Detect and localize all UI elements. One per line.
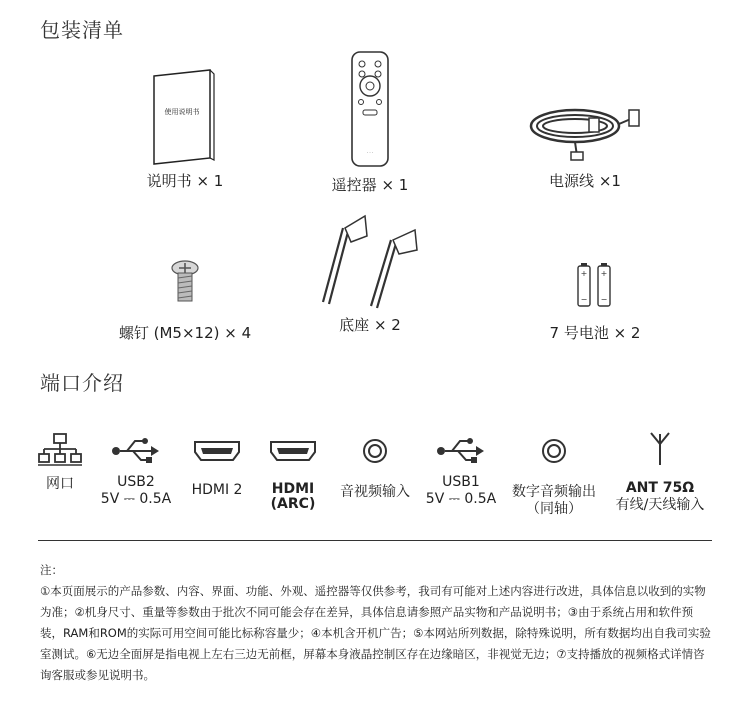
packing-label-screw: 螺钉 (M5×12) × 4 — [118, 324, 252, 342]
ports-title: 端口介绍 — [40, 371, 124, 395]
port-label-av-input: 音视频输入 — [340, 484, 410, 500]
port-usb2 — [95, 436, 177, 508]
av-input-icon — [362, 438, 388, 464]
packing-label-batteries: 7 号电池 × 2 — [549, 324, 641, 342]
svg-text:−: − — [580, 295, 588, 304]
packing-item-batteries — [520, 262, 670, 343]
port-label-hdmi-arc: HDMI (ARC) — [270, 481, 316, 512]
port-hdmi-arc — [262, 440, 324, 512]
coaxial-icon — [541, 438, 567, 464]
svg-text:+: + — [600, 269, 608, 278]
port-label-coaxial: 数字音频输出 （同轴） — [512, 484, 596, 517]
svg-text:+: + — [580, 269, 588, 278]
section-divider — [38, 540, 712, 541]
disclaimer-notes — [40, 560, 712, 686]
port-label-antenna: ANT 75Ω 有线/天线输入 — [615, 480, 705, 513]
manual-icon — [150, 66, 220, 166]
usb-icon — [436, 436, 486, 464]
port-label-ethernet: 网口 — [46, 476, 74, 492]
manual-cover-text: 使用说明书 — [164, 108, 200, 116]
remote-control-icon — [348, 50, 392, 170]
power-cord-icon — [525, 96, 645, 166]
port-antenna — [608, 432, 712, 514]
packing-label-remote: 遥控器 × 1 — [331, 176, 409, 194]
packing-item-power-cord — [510, 96, 660, 191]
svg-text:−: − — [600, 295, 608, 304]
packing-label-stand: 底座 × 2 — [339, 316, 401, 334]
hdmi-arc-icon — [269, 440, 317, 462]
hdmi-icon — [193, 440, 241, 462]
port-av-input — [332, 438, 418, 501]
port-label-usb1: USB1 5V ⎓ 0.5A — [425, 474, 497, 507]
packing-list-title: 包装清单 — [40, 18, 124, 42]
packing-label-power-cord: 电源线 ×1 — [549, 172, 621, 190]
port-hdmi2 — [182, 440, 252, 499]
svg-text:· · ·: · · · — [366, 150, 374, 155]
antenna-icon — [648, 432, 672, 466]
ethernet-icon — [38, 432, 82, 466]
port-ethernet — [36, 432, 84, 493]
packing-item-remote — [305, 50, 435, 195]
screw-icon — [165, 258, 205, 308]
packing-label-manual: 说明书 × 1 — [146, 172, 224, 190]
port-label-hdmi2: HDMI 2 — [191, 482, 243, 498]
batteries-icon — [572, 262, 618, 308]
notes-body: ①本页面展示的产品参数、内容、界面、功能、外观、遥控器等仅供参考，我司有可能对上述内容进行改进，具体信息以收到的实物为准；②机身尺寸、重量等参数由于批次不同可能会存在差异，具体信息请参照产品实物和产品说明书；③由于系统占用和软件预装，RAM和ROM的实际可用空间可能比标称容量少；④本机含开机广告；⑤本网站所列数据，除特殊说明，所有数据均出自我司实验室测试。⑥无边全面屏是指电视上左右三边无前框，屏幕本身液晶控制区存在边缘暗区，非视觉无边；⑦支持播放的视频格式详情咨询客服或参见说明书。 — [40, 584, 711, 682]
port-coaxial — [505, 438, 603, 518]
stand-legs-icon — [315, 210, 425, 310]
packing-item-manual — [120, 66, 250, 191]
port-usb1 — [420, 436, 502, 508]
packing-item-screw — [110, 258, 260, 343]
notes-heading: 注： — [40, 563, 63, 577]
port-label-usb2: USB2 5V ⎓ 0.5A — [100, 474, 172, 507]
packing-item-stand — [300, 210, 440, 335]
usb-icon — [111, 436, 161, 464]
